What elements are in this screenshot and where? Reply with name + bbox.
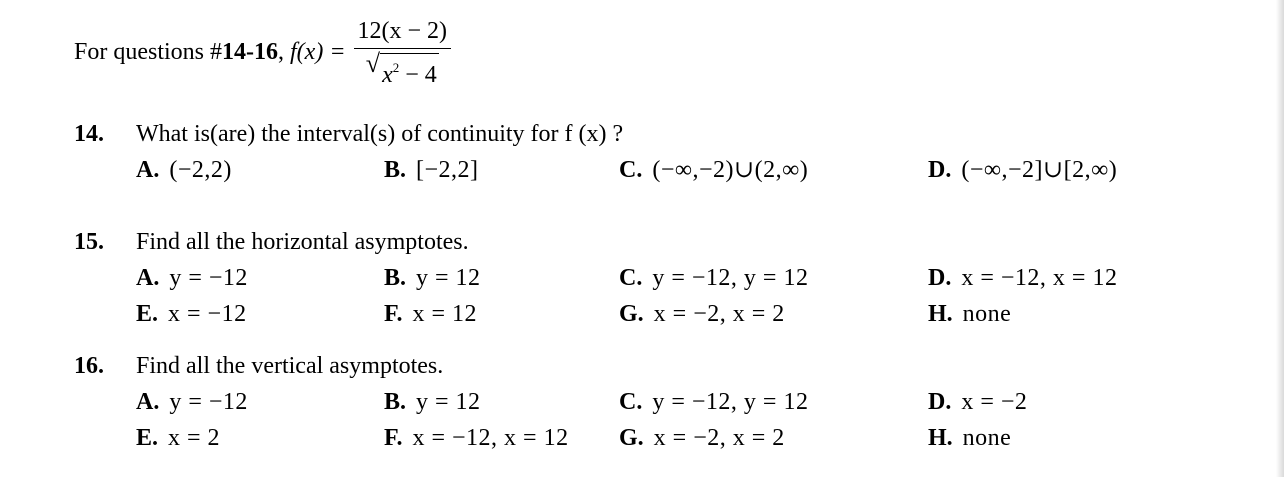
choice-row	[74, 296, 1254, 332]
question-15	[74, 224, 1254, 332]
page-edge-shadow	[1276, 0, 1284, 477]
choice-e[interactable]: E. x = 2	[136, 425, 221, 451]
choice-a[interactable]: A. y = −12	[136, 389, 248, 415]
square-root	[366, 49, 439, 89]
radical-sign-icon: √	[365, 48, 381, 78]
intro-lead-text: For questions #	[74, 38, 223, 65]
choice-b[interactable]: B. [−2,2]	[384, 157, 479, 183]
question-14	[74, 116, 1254, 188]
choice-f[interactable]: F. x = 12	[384, 301, 478, 327]
choice-h[interactable]: H. none	[928, 301, 1012, 327]
choice-c[interactable]: C. y = −12, y = 12	[619, 265, 809, 291]
choice-row	[74, 152, 1254, 188]
choice-d[interactable]: D. x = −2	[928, 389, 1028, 415]
radicand-exponent: 2	[392, 59, 400, 75]
intro-line	[74, 12, 451, 92]
question-prompt: Find all the vertical asymptotes.	[136, 353, 444, 379]
choice-row	[74, 260, 1254, 296]
choice-f[interactable]: F. x = −12, x = 12	[384, 425, 569, 451]
choice-a[interactable]: A. (−2,2)	[136, 157, 232, 183]
choice-b[interactable]: B. y = 12	[384, 389, 481, 415]
choice-g[interactable]: G. x = −2, x = 2	[619, 301, 785, 327]
choice-c[interactable]: C. y = −12, y = 12	[619, 389, 809, 415]
question-prompt: Find all the horizontal asymptotes.	[136, 229, 469, 255]
choice-g[interactable]: G. x = −2, x = 2	[619, 425, 785, 451]
choice-b[interactable]: B. y = 12	[384, 265, 481, 291]
choice-h[interactable]: H. none	[928, 425, 1012, 451]
choice-row	[74, 384, 1254, 420]
intro-question-range: 14-16	[222, 38, 279, 65]
question-16	[74, 348, 1254, 456]
radicand-variable: x	[382, 61, 393, 88]
choice-a[interactable]: A. y = −12	[136, 265, 248, 291]
function-fraction	[354, 16, 452, 89]
question-number: 16.	[74, 353, 104, 379]
intro-comma: ,	[278, 38, 285, 65]
question-prompt: What is(are) the interval(s) of continuity for f (x) ?	[136, 121, 624, 147]
choice-c[interactable]: C. (−∞,−2)∪(2,∞)	[619, 157, 809, 183]
question-number: 15.	[74, 229, 104, 255]
function-name: f(x) =	[290, 38, 346, 65]
fraction-denominator	[366, 49, 439, 89]
fraction-numerator: 12(x − 2)	[354, 16, 452, 49]
choice-d[interactable]: D. x = −12, x = 12	[928, 265, 1118, 291]
choice-d[interactable]: D. (−∞,−2]∪[2,∞)	[928, 157, 1118, 183]
radicand-tail: − 4	[399, 61, 437, 88]
choice-e[interactable]: E. x = −12	[136, 301, 247, 327]
choice-row	[74, 420, 1254, 456]
question-number: 14.	[74, 121, 104, 147]
